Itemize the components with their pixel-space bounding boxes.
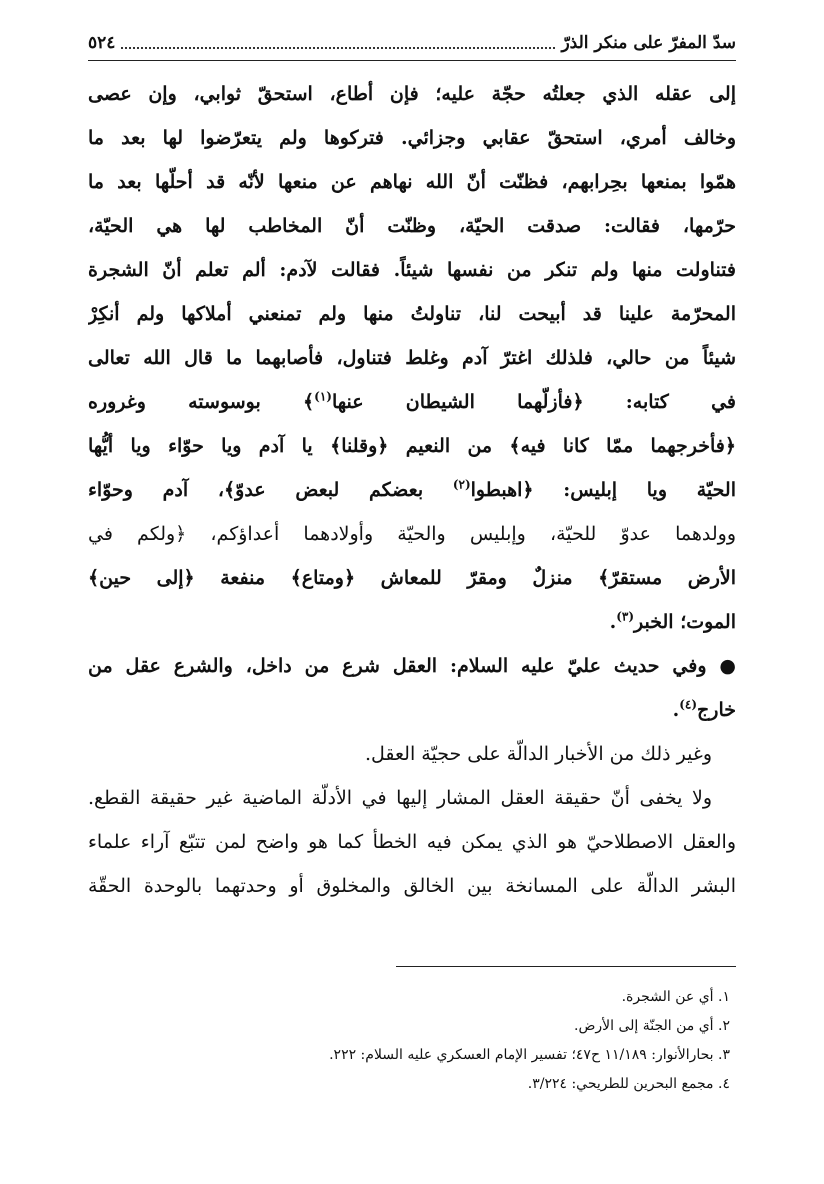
text-line: إلى عقله الذي جعلتُه حجّة عليه؛ فإن أطاع، استحقّ ثوابي، وإن عصى [88,83,736,105]
text-line: الأرض مستقرّ﴾ منزلٌ ومقرّ للمعاش ﴿ومتاع﴾ منفعة ﴿إلى حين﴾ [88,567,736,589]
page-number: ٥٢٤ [88,33,116,53]
footnote-3: ٣. بحارالأنوار: ١١/١٨٩ ح٤٧؛ تفسير الإمام العسكري عليه السلام: ٢٢٢. [329,1047,730,1063]
text-line: حرّمها، فقالت: صدقت الحيّة، وظنّت أنّ المخاطب لها هي الحيّة، [88,215,736,237]
footnote-ref-1[interactable]: (١) [314,389,332,404]
footnote-2: ٢. أي من الجنّة إلى الأرض. [574,1018,730,1034]
line-segment: الموت؛ الخبر [634,611,736,633]
text-line-with-ref [88,380,736,424]
body-text [88,72,736,908]
line-segment: . [672,699,680,721]
paragraph-line: والعقل الاصطلاحيّ هو الذي يمكن فيه الخطأ كما هو واضح لمن تتبّع آراء علماء [88,831,736,853]
running-header [88,30,736,56]
running-title: سدّ المفرّ على منكر الذرّ [561,33,736,53]
header-rule [88,60,736,61]
footnote-4: ٤. مجمع البحرين للطريحي: ٣/٢٢٤. [527,1076,730,1092]
text-line: همّوا بمنعها بحِرابهم، فظنّت أنّ الله نهاهم عن منعها لأنّه قد أحلّها بعد ما [88,171,736,193]
paragraph-line: البشر الدالّة على المسانخة بين الخالق والمخلوق أو وحدتهما بالوحدة الحقّة [88,875,736,897]
line-segment: الحيّة ويا إبليس: ﴿اهبطوا [470,479,736,501]
footnote-ref-3[interactable]: (٣) [616,609,635,624]
paragraph-line: وغير ذلك من الأخبار الدالّة على حجيّة العقل. [364,743,712,765]
footnote-ref-4[interactable]: (٤) [679,697,698,712]
line-segment: خارج [697,699,736,721]
text-line-with-ref [88,688,736,732]
text-line: وخالف أمري، استحقّ عقابي وجزائي. فتركوها ولم يتعرّضوا لها بعد ما [88,127,736,149]
text-line: ﴿فأخرجهما ممّا كانا فيه﴾ من النعيم ﴿وقلنا﴾ يا آدم ويا حوّاء ويا أيُّها [88,435,736,457]
footnotes [88,983,736,1099]
line-segment: بعضكم لبعض عدوّ﴾، آدم وحوّاء [88,479,453,501]
text-line: المحرّمة علينا قد أبيحت لنا، تناولتُ منها ولم تمنعني أملاكها ولم أنكِرْ [88,303,736,325]
text-line-with-ref [88,468,736,512]
text-line: فتناولت منها ولم تنكر من نفسها شيئاً. فقالت لآدم: ألم تعلم أنّ الشجرة [88,259,736,281]
paragraph-line: ولا يخفى أنّ حقيقة العقل المشار إليها في الأدلّة الماضية غير حقيقة القطع. [88,787,712,809]
footnote-rule [396,966,736,967]
footnote-1: ١. أي عن الشجرة. [621,989,730,1005]
text-line: شيئاً من حالي، فلذلك اغترّ آدم وغلط فتناول، فأصابهما ما قال الله تعالى [88,347,736,369]
bullet-paragraph-line: ● وفي حديث عليّ عليه السلام: العقل شرع من داخل، والشرع عقل من [88,655,736,677]
footnote-ref-2[interactable]: (٢) [452,477,471,492]
text-line-with-ref [88,600,736,644]
dot-leader [121,46,555,49]
line-segment: . [609,611,617,633]
line-segment: ﴾ بوسوسته وغروره [88,391,315,413]
text-line: وولدهما عدوّ للحيّة، وإبليس والحيّة وأولادهما أعداؤكم، ﴿ولكم في [88,523,736,545]
line-segment: في كتابه: ﴿فأزلّهما الشيطان عنها [331,391,736,413]
